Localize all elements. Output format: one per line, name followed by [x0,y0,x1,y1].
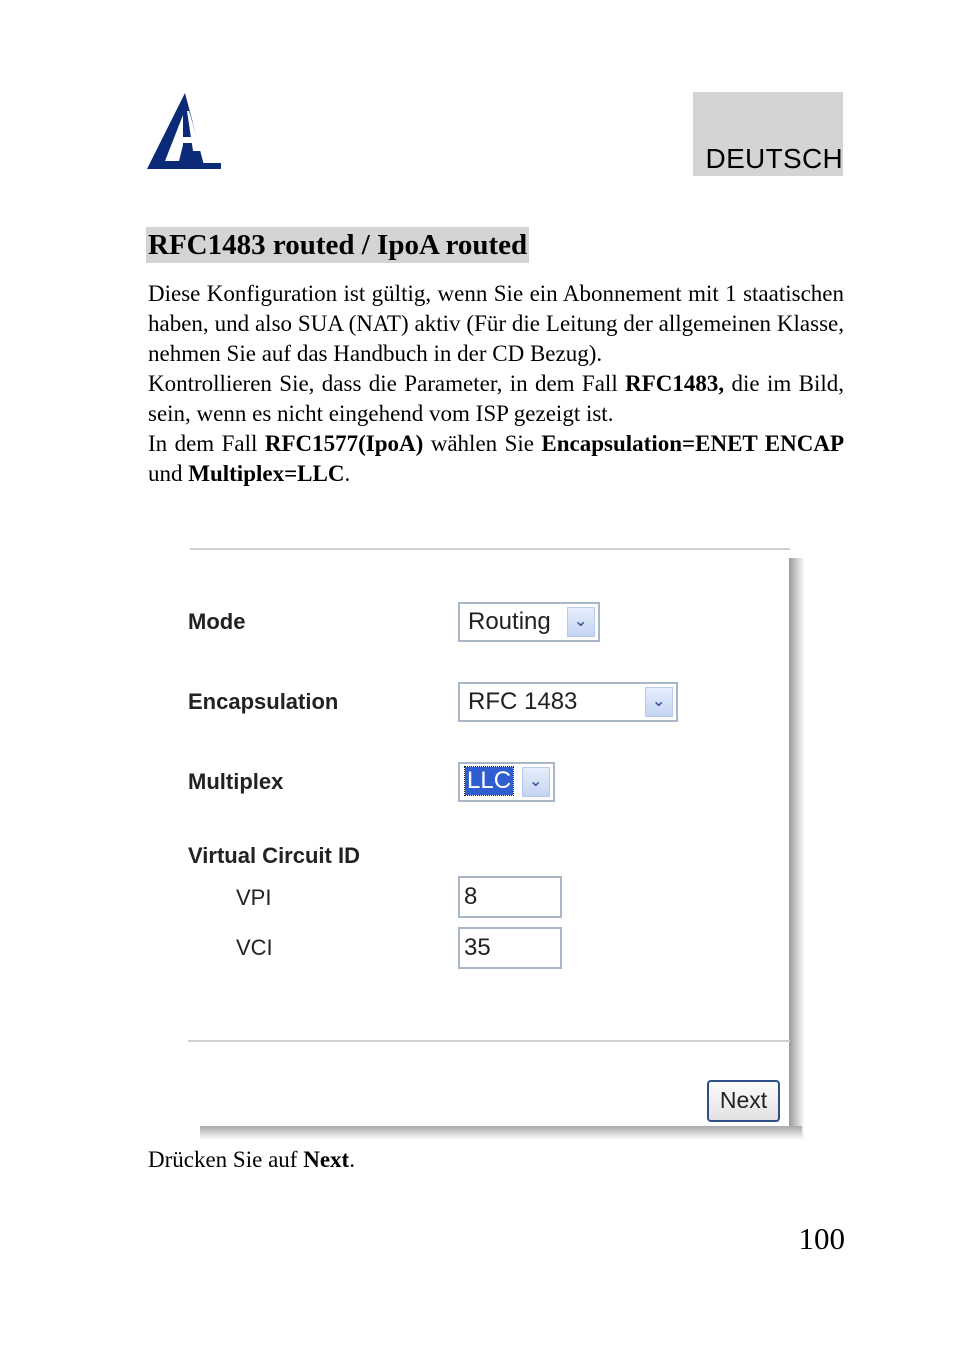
panel-shadow [789,558,805,1140]
text-run: Drücken Sie auf [148,1147,304,1172]
bold-run: RFC1577(IpoA) [264,431,424,456]
bold-run: RFC1483, [625,371,725,396]
mode-value: Routing [468,608,551,635]
body-text [148,279,844,489]
section-heading: RFC1483 routed / IpoA routed [148,229,528,261]
text-run: . [349,1147,355,1172]
multiplex-value: LLC [467,767,512,794]
mode-select[interactable] [458,602,600,642]
chevron-down-icon[interactable]: ⌄ [567,607,595,637]
vci-label: VCI [236,935,273,960]
bold-run: Multiplex=LLC [188,461,345,486]
atlantis-logo [147,93,221,171]
multiplex-label: Multiplex [188,769,284,794]
panel-shadow [200,1126,802,1140]
chevron-down-icon[interactable]: ⌄ [645,687,673,717]
encapsulation-value: RFC 1483 [468,688,578,715]
vcid-label: Virtual Circuit ID [188,843,360,868]
encapsulation-label: Encapsulation [188,689,339,714]
multiplex-select[interactable] [458,762,555,802]
vpi-label: VPI [236,885,272,910]
bold-run: Encapsulation=ENET ENCAP [541,431,844,456]
paragraph-intro: Diese Konfiguration ist gültig, wenn Sie ein Abonnement mit 1 staatischen haben, und also SUA (NAT) aktiv (Für die Leitung der allgemeinen Klasse, nehmen Sie auf das Handbuch in der CD Bezug). [148,281,844,366]
page-number: 100 [798,1221,845,1256]
text-run: wählen Sie [423,431,542,456]
encapsulation-select[interactable] [458,682,678,722]
text-run: und [148,461,189,486]
mode-label: Mode [188,609,246,634]
chevron-down-icon[interactable]: ⌄ [522,767,550,797]
vci-input[interactable] [458,927,562,969]
language-tab [693,92,843,176]
next-button[interactable]: Next [707,1080,780,1122]
footer-instruction [148,1145,355,1175]
text-run: In dem Fall [148,431,265,456]
language-label: DEUTSCH [705,143,843,174]
text-run: . [344,461,351,486]
bold-run: Next [303,1147,350,1172]
vpi-value: 8 [464,883,478,910]
text-run: die im Bild, sein, wenn es nicht eingehend vom ISP gezeigt ist. [148,371,845,426]
text-run: Kontrollieren Sie, dass die Parameter, in dem Fall [148,371,626,396]
paragraph-ipoa [148,429,844,489]
divider [190,548,790,550]
config-screenshot [148,540,808,1146]
vpi-input[interactable] [458,876,562,918]
divider [188,1040,790,1042]
paragraph-check [148,369,844,429]
vci-value: 35 [464,934,491,961]
